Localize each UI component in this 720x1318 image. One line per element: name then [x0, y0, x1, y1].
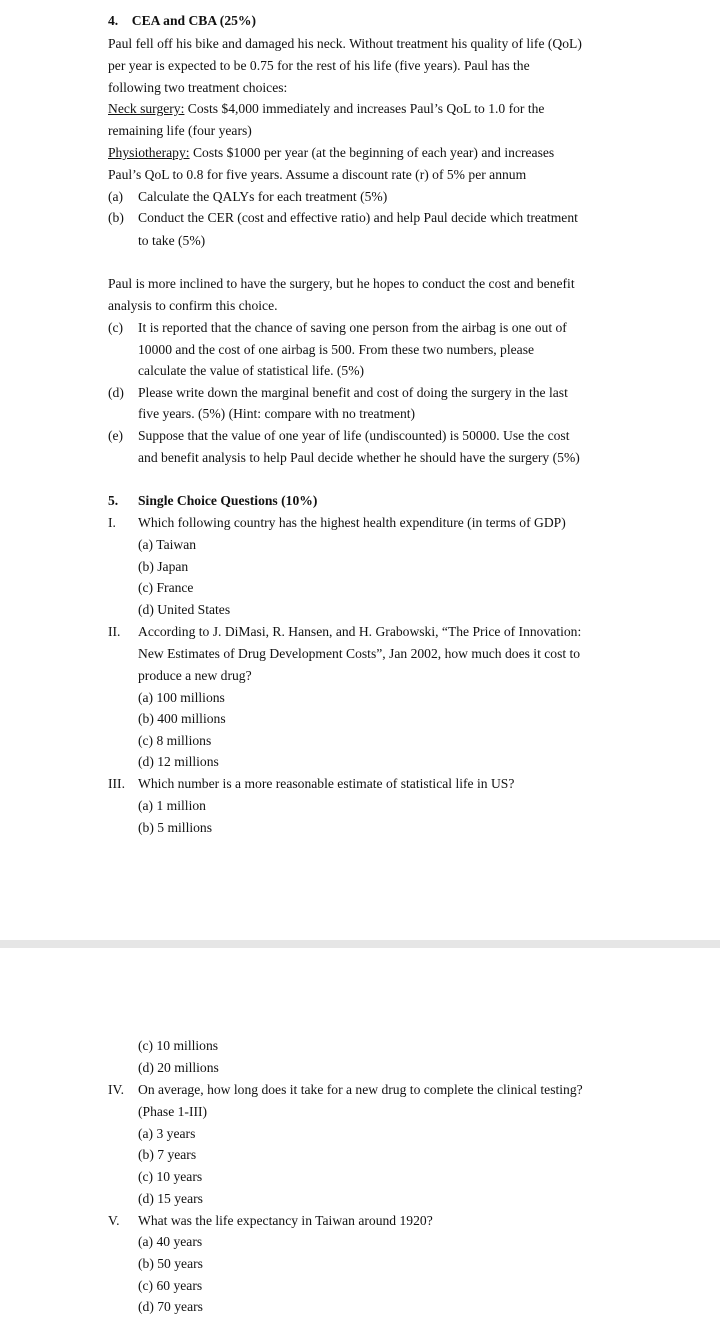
q5-IV-text: (Phase 1-III) [138, 1104, 208, 1119]
option: (d) United States [138, 602, 231, 617]
q4b-text-cont: to take (5%) [138, 233, 206, 248]
q4-title: CEA and CBA (25%) [131, 13, 257, 28]
option: (b) 5 millions [138, 820, 213, 835]
option: (c) 10 millions [138, 1038, 219, 1053]
q4b-text: Conduct the CER (cost and effective ratio) and help Paul decide which treatment [138, 210, 578, 225]
q5-IV-marker: IV. [108, 1082, 124, 1097]
q4d-text: five years. (5%) (Hint: compare with no treatment) [138, 406, 416, 421]
option: (b) 400 millions [138, 711, 226, 726]
option: (a) 40 years [138, 1234, 203, 1249]
option: (b) Japan [138, 559, 189, 574]
q4a-marker: (a) [108, 189, 124, 204]
physio-text-cont: Paul’s QoL to 0.8 for five years. Assume a discount rate (r) of 5% per annum [108, 167, 527, 182]
q5-I-marker: I. [108, 515, 116, 530]
option: (a) 3 years [138, 1126, 196, 1141]
q4c-marker: (c) [108, 320, 124, 335]
q4e-marker: (e) [108, 428, 124, 443]
q5-IV-text: On average, how long does it take for a new drug to complete the clinical testing? [138, 1082, 583, 1097]
q5-I-text: Which following country has the highest health expenditure (in terms of GDP) [138, 515, 566, 530]
q4c-text: It is reported that the chance of saving one person from the airbag is one out of [138, 320, 567, 335]
q4-paragraph-2: analysis to confirm this choice. [108, 298, 278, 313]
option: (d) 15 years [138, 1191, 203, 1206]
option: (a) 1 million [138, 798, 206, 813]
surgery-text: Costs $4,000 immediately and increases Paul’s QoL to 1.0 for the [184, 101, 545, 116]
option: (c) France [138, 580, 194, 595]
q4d-marker: (d) [108, 385, 124, 400]
option: (d) 70 years [138, 1299, 203, 1314]
physio-label: Physiotherapy: [108, 145, 190, 160]
option: (a) 100 millions [138, 690, 225, 705]
q4-intro-line: per year is expected to be 0.75 for the rest of his life (five years). Paul has the [108, 58, 530, 73]
option: (d) 20 millions [138, 1060, 219, 1075]
q4-paragraph-2: Paul is more inclined to have the surgery, but he hopes to conduct the cost and benefit [108, 276, 575, 291]
q4d-text: Please write down the marginal benefit and cost of doing the surgery in the last [138, 385, 568, 400]
option: (d) 12 millions [138, 754, 219, 769]
q4e-text: and benefit analysis to help Paul decide whether he should have the surgery (5%) [138, 450, 580, 465]
q4-heading [108, 13, 256, 29]
q5-II-text: According to J. DiMasi, R. Hansen, and H. Grabowski, “The Price of Innovation: [138, 624, 582, 639]
q4-intro-line: Paul fell off his bike and damaged his neck. Without treatment his quality of life (QoL) [108, 36, 582, 51]
option: (b) 50 years [138, 1256, 203, 1271]
page-separator [0, 940, 720, 948]
q4c-text: calculate the value of statistical life. (5%) [138, 363, 365, 378]
surgery-label: Neck surgery: [108, 101, 185, 116]
option: (b) 7 years [138, 1147, 197, 1162]
q5-number: 5. [108, 493, 119, 508]
q5-V-text: What was the life expectancy in Taiwan around 1920? [138, 1213, 433, 1228]
q5-title: Single Choice Questions (10%) [138, 493, 318, 508]
q4a-text: Calculate the QALYs for each treatment (5%) [138, 189, 388, 204]
q4-intro-line: following two treatment choices: [108, 80, 288, 95]
page-2 [0, 948, 720, 1318]
q5-II-text: produce a new drug? [138, 668, 252, 683]
q5-III-text: Which number is a more reasonable estimate of statistical life in US? [138, 776, 515, 791]
q4c-text: 10000 and the cost of one airbag is 500. From these two numbers, please [138, 342, 535, 357]
physio-option [108, 145, 554, 161]
q5-II-text: New Estimates of Drug Development Costs”, Jan 2002, how much does it cost to [138, 646, 581, 661]
q4e-text: Suppose that the value of one year of life (undiscounted) is 50000. Use the cost [138, 428, 570, 443]
option: (c) 8 millions [138, 733, 212, 748]
surgery-text-cont: remaining life (four years) [108, 123, 252, 138]
q4-number: 4. [108, 13, 119, 28]
option: (c) 10 years [138, 1169, 203, 1184]
option: (c) 60 years [138, 1278, 203, 1293]
option: (a) Taiwan [138, 537, 197, 552]
q5-II-marker: II. [108, 624, 121, 639]
q4b-marker: (b) [108, 210, 124, 225]
surgery-option [108, 101, 544, 117]
physio-text: Costs $1000 per year (at the beginning of each year) and increases [189, 145, 555, 160]
q5-III-marker: III. [108, 776, 125, 791]
q5-V-marker: V. [108, 1213, 120, 1228]
